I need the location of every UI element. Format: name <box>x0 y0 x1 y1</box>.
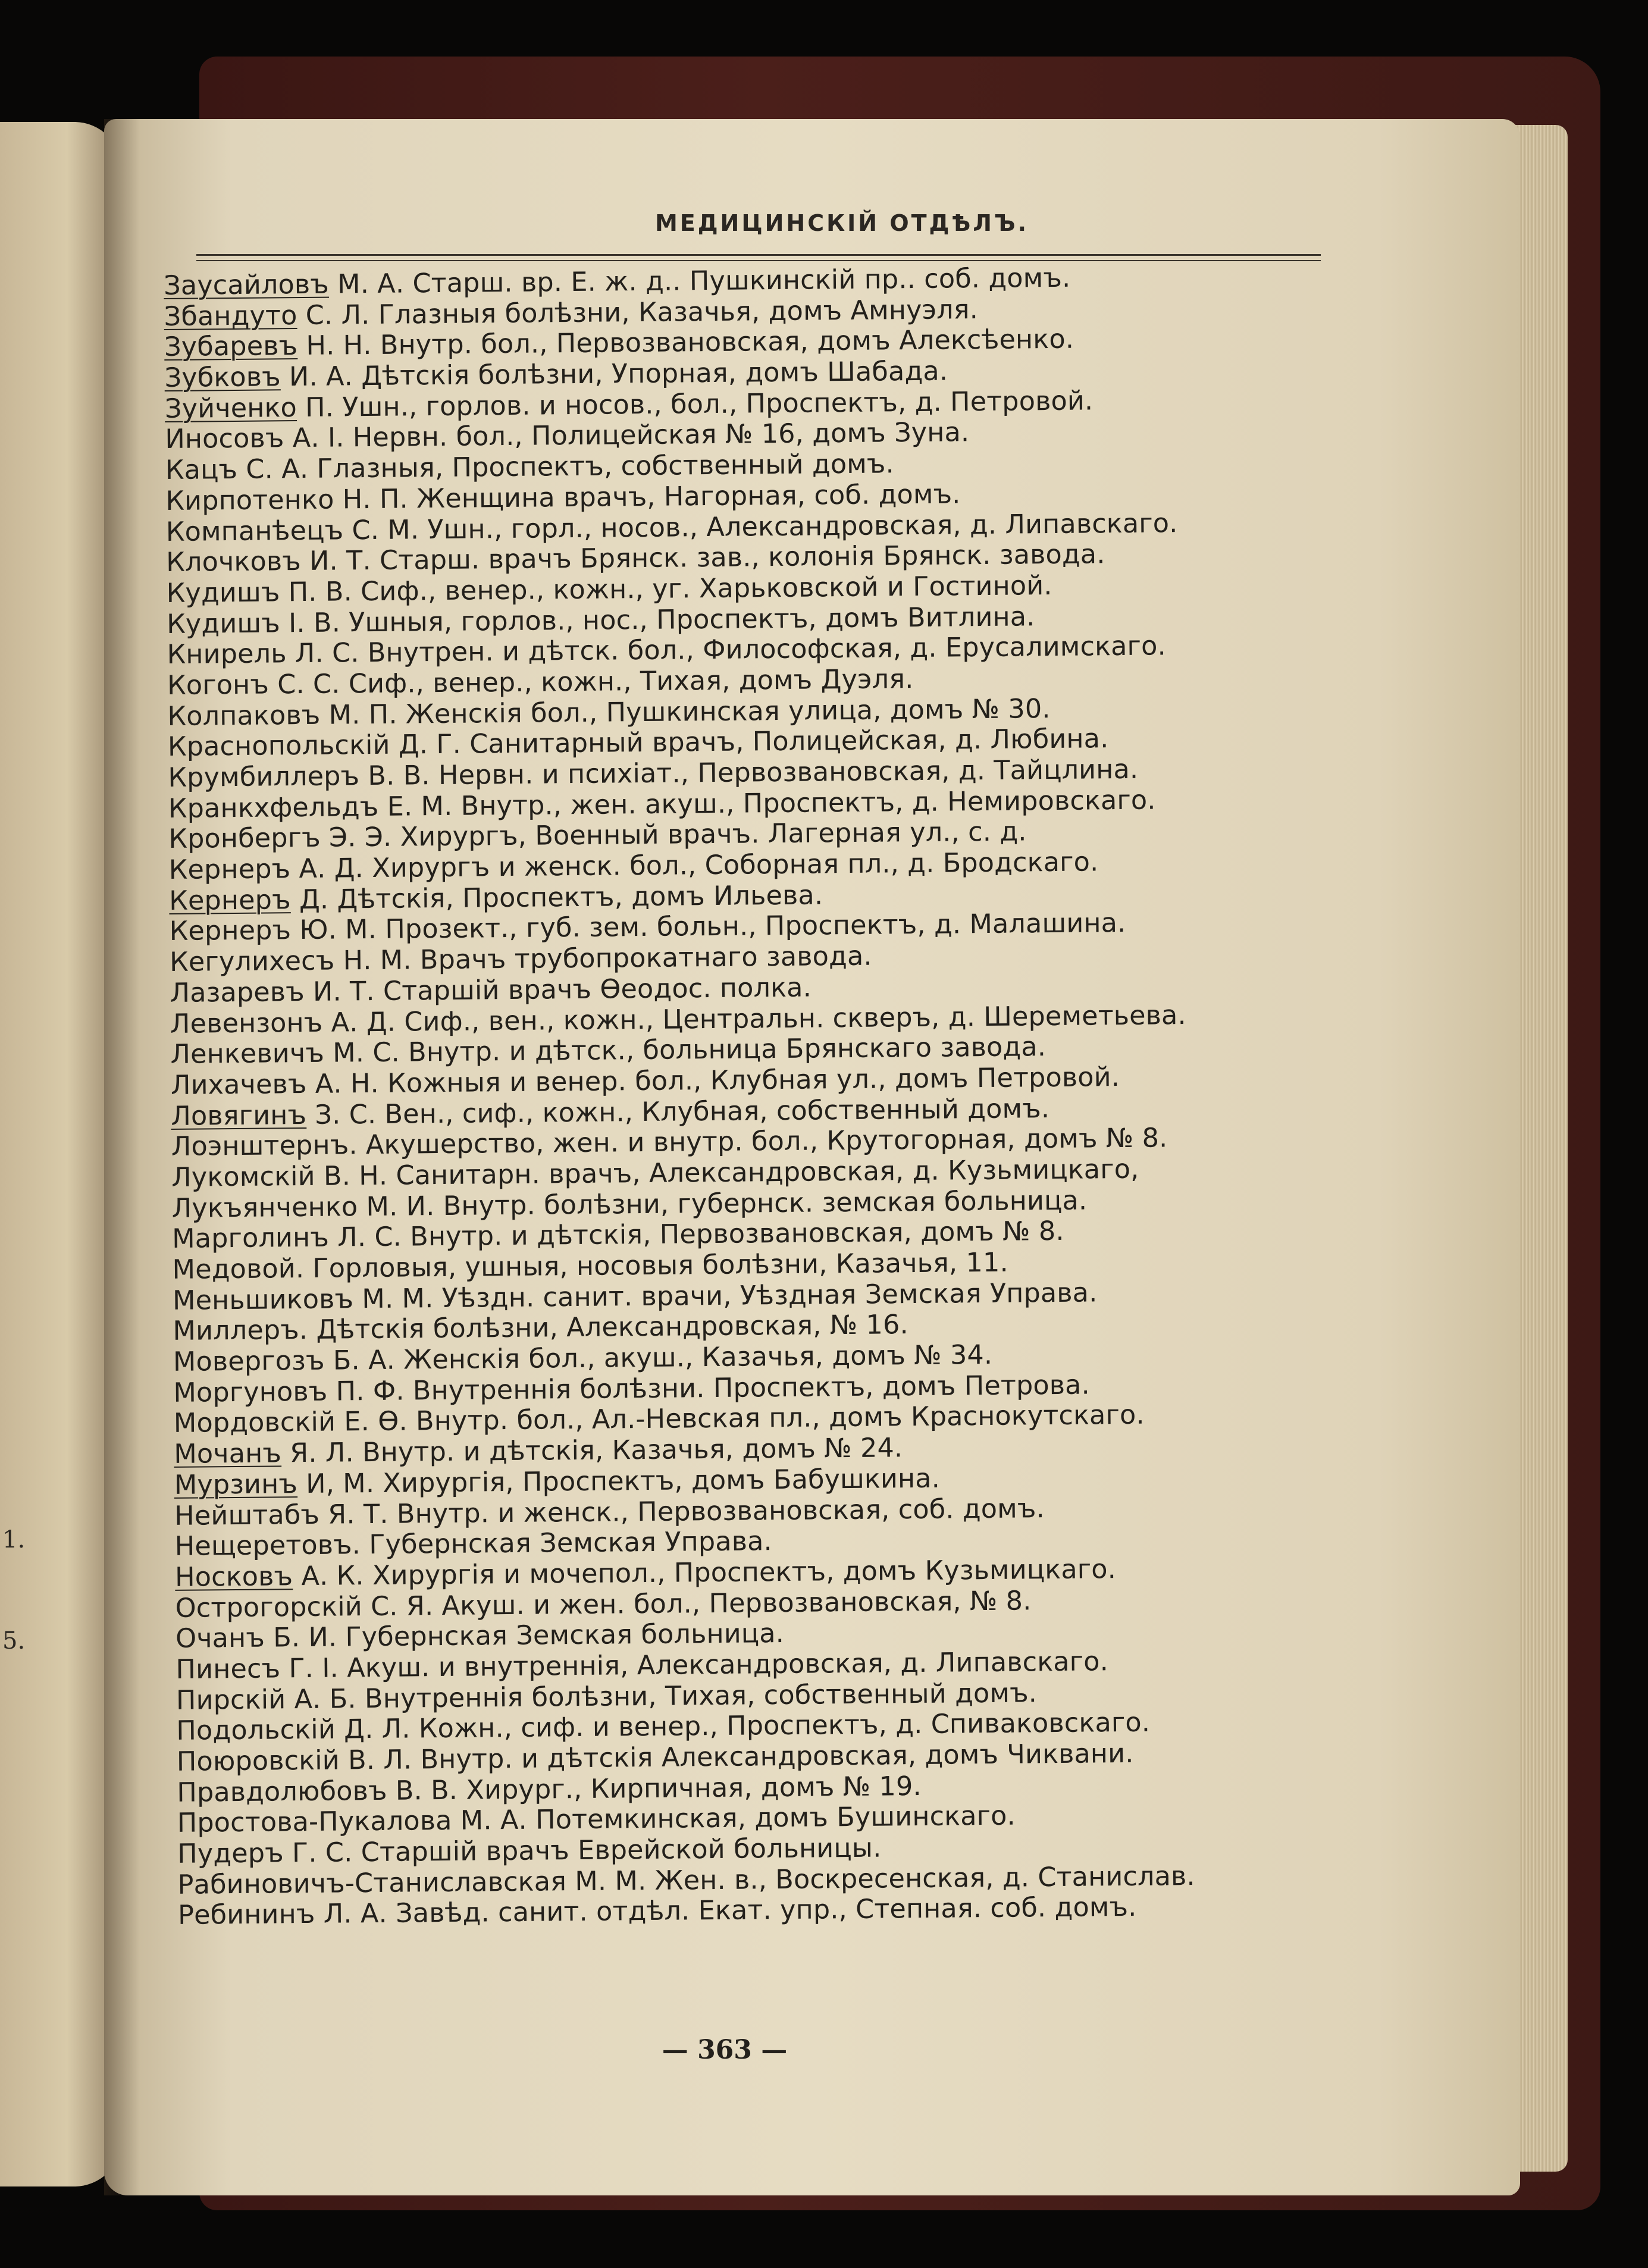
directory-entry: Носковъ А. К. Хирургія и мочепол., Проспектъ, домъ Кузьмицкаго. <box>174 1553 1117 1593</box>
directory-entry: Лоэнштернъ. Акушерство, жен. и внутр. бол., Крутогорная, домъ № 8. <box>171 1123 1168 1163</box>
directory-entry: Кернеръ Ю. М. Прозект., губ. зем. больн., Проспектъ, д. Малашина. <box>169 908 1126 947</box>
directory-entry: Иносовъ А. І. Нервн. бол., Полицейская № 16, домъ Зуна. <box>165 417 970 455</box>
directory-entry: Рабиновичъ-Станиславская М. М. Жен. в., Воскресенская, д. Станислав. <box>177 1860 1195 1900</box>
directory-entry: Мовергозъ Б. А. Женскія бол., акуш., Казачья, домъ № 34. <box>173 1339 993 1377</box>
directory-entry: Нещеретовъ. Губернская Земская Управа. <box>174 1526 773 1562</box>
directory-entry: Марголинъ Л. С. Внутр. и дѣтскія, Первозвановская, домъ № 8. <box>171 1216 1064 1255</box>
header-rule <box>196 260 1321 261</box>
running-head: МЕДИЦИНСКІЙ ОТДѢЛЪ. <box>654 210 1029 236</box>
directory-entry: Мурзинъ И, М. Хирургія, Проспектъ, домъ Бабушкина. <box>174 1463 941 1500</box>
directory-entry: Пинесъ Г. І. Акуш. и внутреннія, Александровская, д. Липавскаго. <box>176 1646 1109 1685</box>
directory-entry: Лазаревъ И. Т. Старшій врачъ Ѳеодос. полка. <box>170 972 812 1008</box>
directory-entry: Краснопольскій Д. Г. Санитарный врачъ, Полицейская, д. Любина. <box>167 723 1109 763</box>
entry-surname: Заусайловъ <box>164 269 330 301</box>
directory-entry: Кернеръ Д. Дѣтскія, Проспектъ, домъ Ильева. <box>169 880 823 916</box>
directory-entry: Зубаревъ Н. Н. Внутр. бол., Первозвановская, домъ Алексѣенко. <box>164 324 1074 363</box>
directory-entry: Нейштабъ Я. Т. Внутр. и женск., Первозвановская, соб. домъ. <box>174 1493 1045 1531</box>
directory-entry: Крумбиллеръ В. В. Нервн. и психіат., Первозвановская, д. Тайцлина. <box>168 754 1139 793</box>
directory-entry: Пирскій А. Б. Внутреннія болѣзни, Тихая, собственный домъ. <box>176 1677 1038 1716</box>
header-rule <box>196 254 1321 256</box>
entry-surname: Зуйченко <box>164 392 297 424</box>
directory-entry: Книрель Л. С. Внутрен. и дѣтск. бол., Философская, д. Ерусалимскаго. <box>167 631 1166 671</box>
directory-entry: Пудеръ Г. С. Старшій врачъ Еврейской больницы. <box>177 1832 882 1869</box>
directory-entry: Правдолюбовъ В. В. Хирург., Кирпичная, домъ № 19. <box>177 1771 922 1808</box>
entry-surname: Ловягинъ <box>171 1099 307 1132</box>
directory-entry: Кудишъ П. В. Сиф., венер., кожн., уг. Харьковской и Гостиной. <box>166 570 1052 609</box>
directory-entry: Кацъ С. А. Глазныя, Проспектъ, собственный домъ. <box>165 449 895 486</box>
directory-entry: Острогорскій С. Я. Акуш. и жен. бол., Первозвановская, № 8. <box>175 1585 1032 1624</box>
directory-entry: Кудишъ І. В. Ушныя, горлов., нос., Проспектъ, домъ Витлина. <box>166 601 1035 640</box>
directory-entry: Простова-Пукалова М. А. Потемкинская, домъ Бушинскаго. <box>177 1800 1016 1839</box>
directory-entry: Миллеръ. Дѣтскія болѣзни, Александровская, № 16. <box>173 1310 908 1347</box>
directory-entry: Моргуновъ П. Ф. Внутреннія болѣзни. Проспектъ, домъ Петрова. <box>173 1370 1091 1408</box>
directory-entry: Очанъ Б. И. Губернская Земская больница. <box>175 1618 785 1655</box>
directory-entry: Лукъянченко М. И. Внутр. болѣзни, губернск. земская больница. <box>171 1185 1088 1224</box>
directory-entry: Колпаковъ М. П. Женскія бол., Пушкинская улица, домъ № 30. <box>167 693 1051 732</box>
left-page-fragment: 1. <box>2 1526 26 1553</box>
directory-entry: Кронбергъ Э. Э. Хирургъ, Военный врачъ. Лагерная ул., с. д. <box>168 816 1027 855</box>
directory-entry: Збандуто С. Л. Глазныя болѣзни, Казачья, домъ Амнуэля. <box>164 294 979 332</box>
directory-entry: Компанѣецъ С. М. Ушн., горл., носов., Александровская, д. Липавскаго. <box>165 508 1178 547</box>
page-number: — 363 — <box>662 2035 788 2065</box>
entry-surname: Носковъ <box>174 1561 293 1593</box>
directory-entry: Кегулихесъ Н. М. Врачъ трубопрокатнаго завода. <box>169 941 872 978</box>
entry-surname: Зубаревъ <box>164 331 298 363</box>
directory-entry: Лукомскій В. Н. Санитарн. врачъ, Александровская, д. Кузьмицкаго, <box>171 1154 1139 1193</box>
entry-surname: Зубковъ <box>164 362 281 394</box>
directory-entry: Кернеръ А. Д. Хирургъ и женск. бол., Соборная пл., д. Бродскаго. <box>168 847 1099 886</box>
directory-entry: Зубковъ И. А. Дѣтскія болѣзни, Упорная, домъ Шабада. <box>164 356 948 394</box>
directory-entry: Ловягинъ З. С. Вен., сиф., кожн., Клубная, собственный домъ. <box>171 1093 1050 1132</box>
directory-entry: Когонъ С. С. Сиф., венер., кожн., Тихая, домъ Дуэля. <box>167 663 914 701</box>
directory-entry: Меньшиковъ М. М. Уѣздн. санит. врачи, Уѣздная Земская Управа. <box>172 1277 1098 1316</box>
gutter-shadow <box>104 119 140 2195</box>
left-page-fragment: 5. <box>2 1627 26 1655</box>
directory-list <box>164 261 1368 1931</box>
directory-entry: Подольскій Д. Л. Кожн., сиф. и венер., Проспектъ, д. Спиваковскаго. <box>176 1707 1151 1747</box>
directory-entry: Ребининъ Л. А. Завѣд. санит. отдѣл. Екат. упр., Степная. соб. домъ. <box>177 1892 1137 1931</box>
directory-entry: Ленкевичъ М. С. Внутр. и дѣтск., больница Брянскаго завода. <box>170 1032 1047 1070</box>
entry-surname: Кернеръ <box>169 884 291 916</box>
directory-entry: Лихачевъ А. Н. Кожныя и венер. бол., Клубная ул., домъ Петровой. <box>170 1061 1120 1101</box>
entry-surname: Мочанъ <box>174 1438 282 1470</box>
directory-entry: Кранкхфельдъ Е. М. Внутр., жен. акуш., Проспектъ, д. Немировскаго. <box>168 785 1156 824</box>
directory-entry: Поюровскій В. Л. Внутр. и дѣтскія Александровская, домъ Чиквани. <box>176 1738 1134 1777</box>
directory-entry: Мордовскій Е. Ѳ. Внутр. бол., Ал.-Невская пл., домъ Краснокутскаго. <box>173 1400 1145 1439</box>
directory-entry: Зуйченко П. Ушн., горлов. и носов., бол., Проспектъ, д. Петровой. <box>164 386 1094 424</box>
directory-entry: Медовой. Горловыя, ушныя, носовыя болѣзни, Казачья, 11. <box>172 1247 1008 1285</box>
directory-entry: Клочковъ И. Т. Старш. врачъ Брянск. зав., колонія Брянск. завода. <box>166 539 1105 578</box>
entry-surname: Збандуто <box>164 300 297 332</box>
directory-entry: Левензонъ А. Д. Сиф., вен., кожн., Центральн. скверъ, д. Шереметьева. <box>170 1000 1186 1039</box>
directory-entry: Кирпотенко Н. П. Женщина врачъ, Нагорная, соб. домъ. <box>165 479 961 516</box>
entry-surname: Мурзинъ <box>174 1468 298 1500</box>
directory-entry: Заусайловъ М. А. Старш. вр. Е. ж. д.. Пушкинскій пр.. соб. домъ. <box>164 262 1071 301</box>
directory-entry: Мочанъ Я. Л. Внутр. и дѣтскія, Казачья, домъ № 24. <box>174 1433 903 1470</box>
